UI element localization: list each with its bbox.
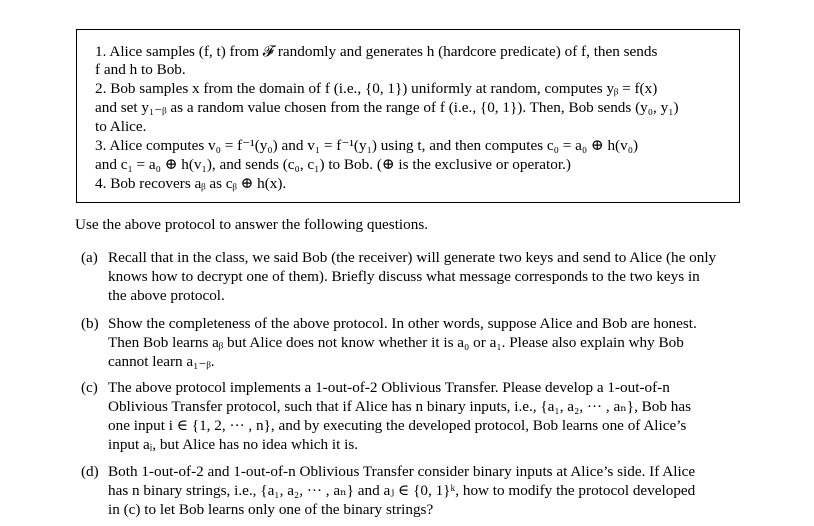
- question-c-line-1: The above protocol implements a 1-out-of-2 Oblivious Transfer. Please develop a 1-out-of-n: [108, 379, 670, 396]
- protocol-line-2: f and h to Bob.: [95, 61, 186, 78]
- question-c-line-3: one input i ∈ {1, 2, ··· , n}, and by executing the developed protocol, Bob learns one of Alice’s: [108, 417, 687, 434]
- question-d-line-2: has n binary strings, i.e., {a₁, a₂, ··· , aₙ} and aⱼ ∈ {0, 1}ᵏ, how to modify the protocol developed: [108, 482, 696, 499]
- question-b-line-1: Show the completeness of the above protocol. In other words, suppose Alice and Bob are honest.: [108, 315, 697, 332]
- question-c-line-4: input aᵢ, but Alice has no idea which it is.: [108, 436, 359, 453]
- question-b-line-2: Then Bob learns aᵦ but Alice does not know whether it is a₀ or a₁. Please also explain why Bob: [108, 334, 684, 351]
- protocol-line-6: 3. Alice computes v₀ = f⁻¹(y₀) and v₁ = f⁻¹(y₁) using t, and then computes c₀ = a₀ ⊕ h(v₀): [95, 137, 639, 154]
- protocol-line-7: and c₁ = a₀ ⊕ h(v₁), and sends (c₀, c₁) to Bob. (⊕ is the exclusive or operator.): [95, 156, 571, 173]
- question-b-label: (b): [81, 315, 99, 332]
- question-d-line-3: in (c) to let Bob learns only one of the binary strings?: [108, 501, 434, 518]
- question-a-line-2: knows how to decrypt one of them). Briefly discuss what message corresponds to the two keys in: [108, 268, 700, 285]
- protocol-line-8: 4. Bob recovers aᵦ as cᵦ ⊕ h(x).: [95, 175, 287, 192]
- question-b-line-3: cannot learn a₁₋ᵦ.: [108, 353, 215, 370]
- protocol-line-5: to Alice.: [95, 118, 147, 135]
- question-c-line-2: Oblivious Transfer protocol, such that if Alice has n binary inputs, i.e., {a₁, a₂, ··· , aₙ}, Bob has: [108, 398, 692, 415]
- question-a-label: (a): [81, 249, 98, 266]
- question-d-label: (d): [81, 463, 99, 480]
- protocol-line-4: and set y₁₋ᵦ as a random value chosen from the range of f (i.e., {0, 1}). Then, Bob sends (y₀, y₁): [95, 99, 679, 116]
- intro-text: Use the above protocol to answer the following questions.: [75, 216, 429, 233]
- protocol-line-3: 2. Bob samples x from the domain of f (i.e., {0, 1}) uniformly at random, computes yᵦ = f(x): [95, 80, 658, 97]
- question-c-label: (c): [81, 379, 98, 396]
- protocol-line-1: 1. Alice samples (f, t) from 𝓕 randomly and generates h (hardcore predicate) of f, then sends: [95, 43, 658, 60]
- question-d-line-1: Both 1-out-of-2 and 1-out-of-n Oblivious Transfer consider binary inputs at Alice’s side. If Alice: [108, 463, 696, 480]
- question-a-line-3: the above protocol.: [108, 287, 225, 304]
- question-a-line-1: Recall that in the class, we said Bob (the receiver) will generate two keys and send to Alice (he only: [108, 249, 717, 266]
